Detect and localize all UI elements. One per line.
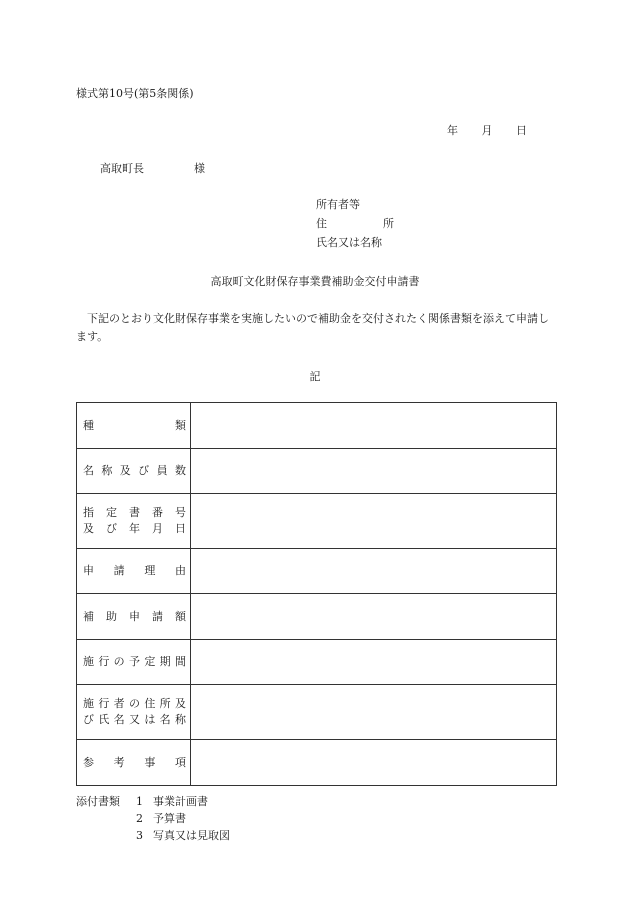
applicant-heading: 所有者等 [316,198,360,211]
applicant-block [316,195,394,252]
attachment-text: 写真又は見取図 [153,829,230,842]
row-label-amount [77,594,191,640]
row-value-notes[interactable] [191,740,557,786]
applicant-address-label: 住 所 [316,217,394,230]
table-row-amount [77,594,557,640]
row-label-kind [77,403,191,449]
row-label-contractor [77,685,191,740]
attachment-item [76,793,230,810]
addressee-honorific: 様 [194,162,205,175]
attachments [76,793,230,844]
attachment-text: 予算書 [153,812,186,825]
form-number: 様式第10号(第5条関係) [76,87,194,100]
row-label-line: び 氏 名 又 は 名 称 [83,713,186,726]
date-line [447,122,527,138]
row-label-line: 種 類 [83,418,186,432]
attachments-heading: 添付書類 [76,795,120,808]
row-label-line: 名 称 及 び 員 数 [83,464,186,477]
addressee [100,160,205,176]
table-row-notes [77,740,557,786]
attachment-text: 事業計画書 [153,795,208,808]
attachment-item [76,810,230,827]
row-value-designation[interactable] [191,494,557,549]
date-day-label: 日 [516,124,527,137]
row-label-period [77,640,191,685]
row-label-line: 施 行 の 予 定 期 間 [83,655,186,668]
row-value-contractor[interactable] [191,685,557,740]
date-year-label: 年 [447,124,458,137]
attachment-number: 2 [136,812,143,825]
row-value-name-count[interactable] [191,449,557,494]
table-row-name-count [77,449,557,494]
row-label-designation [77,494,191,549]
row-label-reason [77,549,191,594]
body-text: 下記のとおり文化財保存事業を実施したいので補助金を交付されたく関係書類を添えて申請します。 [76,312,549,343]
attachment-number: 1 [136,795,143,808]
row-label-line: 参 考 事 項 [83,755,186,769]
document-title: 高取町文化財保存事業費補助金交付申請書 [210,275,420,288]
row-value-amount[interactable] [191,594,557,640]
row-label-line: 補 助 申 請 額 [83,609,186,623]
attachment-number: 3 [136,829,143,842]
table-row-reason [77,549,557,594]
row-label-line: 施 行 者 の 住 所 及 [83,697,186,710]
table-row-kind [77,403,557,449]
attachment-item [76,827,230,844]
row-label-line: 申 請 理 由 [83,564,186,577]
addressee-name: 高取町長 [100,162,144,175]
row-label-notes [77,740,191,786]
applicant-name-label: 氏名又は名称 [316,236,382,249]
ki-heading: 記 [309,370,321,383]
row-label-line: 指 定 書 番 号 [83,506,186,519]
table-row-designation [77,494,557,549]
date-month-label: 月 [481,124,493,137]
application-table [76,402,557,786]
row-value-period[interactable] [191,640,557,685]
table-row-period [77,640,557,685]
row-label-line: 及 び 年 月 日 [83,522,186,535]
row-value-kind[interactable] [191,403,557,449]
row-value-reason[interactable] [191,549,557,594]
row-label-name-count [77,449,191,494]
table-row-contractor [77,685,557,740]
